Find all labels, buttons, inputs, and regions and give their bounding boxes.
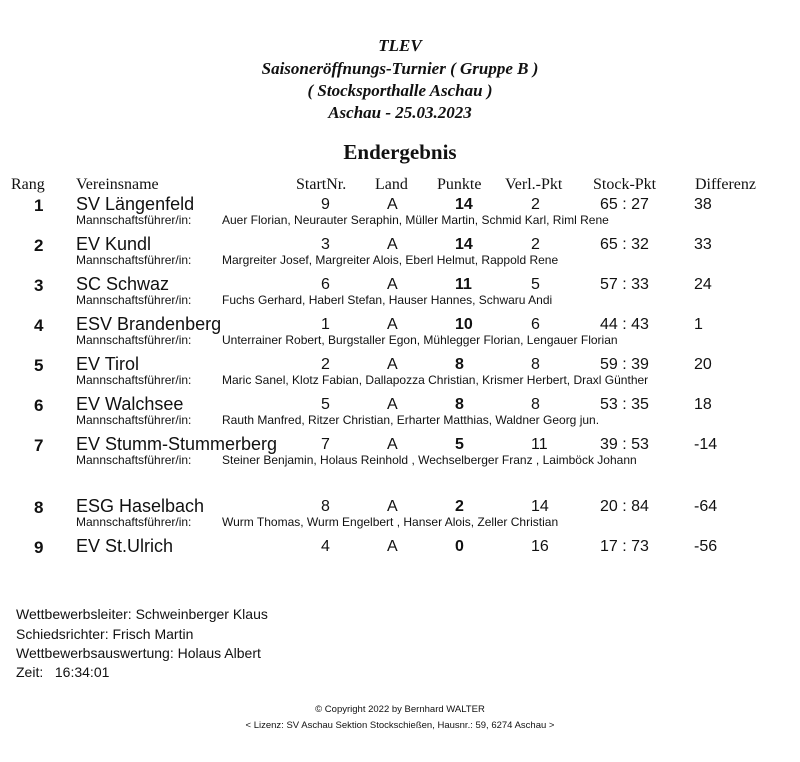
col-land: Land xyxy=(375,176,408,193)
table-row xyxy=(0,196,800,236)
points: 11 xyxy=(455,276,472,293)
col-punkte: Punkte xyxy=(437,176,482,193)
start-number: 1 xyxy=(321,316,330,333)
lost-points: 6 xyxy=(531,316,540,333)
difference: 20 xyxy=(694,356,712,373)
country: A xyxy=(387,276,398,293)
rank: 8 xyxy=(34,498,44,517)
captain-label: Mannschaftsführer/in: xyxy=(76,453,192,467)
points: 8 xyxy=(455,356,464,373)
lost-points: 2 xyxy=(531,236,540,253)
points: 2 xyxy=(455,498,464,515)
difference: 38 xyxy=(694,196,712,213)
team-members: Auer Florian, Neurauter Seraphin, Müller Martin, Schmid Karl, Riml Rene xyxy=(222,213,609,227)
captain-label: Mannschaftsführer/in: xyxy=(76,213,192,227)
captain-label: Mannschaftsführer/in: xyxy=(76,333,192,347)
stock-points: 39 : 53 xyxy=(600,436,649,453)
team-name: SV Längenfeld xyxy=(76,194,195,214)
team-name: SC Schwaz xyxy=(76,274,170,294)
country: A xyxy=(387,436,398,453)
start-number: 3 xyxy=(321,236,330,253)
team-members: Fuchs Gerhard, Haberl Stefan, Hauser Hannes, Schwaru Andi xyxy=(222,293,553,307)
difference: 24 xyxy=(694,276,712,293)
points: 10 xyxy=(455,316,473,333)
rank: 6 xyxy=(34,396,44,415)
rank: 9 xyxy=(34,538,44,557)
table-row xyxy=(0,396,800,436)
start-number: 2 xyxy=(321,356,330,373)
federation-title: TLEV xyxy=(378,36,422,55)
difference: -64 xyxy=(694,498,718,515)
venue-title: ( Stocksporthalle Aschau ) xyxy=(307,81,493,100)
stock-points: 65 : 32 xyxy=(600,236,649,253)
team-name: ESV Brandenberg xyxy=(76,314,222,334)
team-members: Steiner Benjamin, Holaus Reinhold , Wechselberger Franz , Laimböck Johann xyxy=(222,453,637,467)
captain-label: Mannschaftsführer/in: xyxy=(76,515,192,529)
captain-label: Mannschaftsführer/in: xyxy=(76,293,192,307)
lost-points: 5 xyxy=(531,276,540,293)
start-number: 5 xyxy=(321,396,330,413)
result-subtitle: Endergebnis xyxy=(343,140,457,164)
col-differenz: Differenz xyxy=(695,176,756,193)
referee: Schiedsrichter: Frisch Martin xyxy=(16,626,194,642)
lost-points: 16 xyxy=(531,538,549,555)
lost-points: 8 xyxy=(531,356,540,373)
points: 5 xyxy=(455,436,464,453)
team-name: EV Stumm-Stummerberg xyxy=(76,434,278,454)
country: A xyxy=(387,196,398,213)
table-row xyxy=(0,538,800,578)
captain-label: Mannschaftsführer/in: xyxy=(76,253,192,267)
team-name: EV Kundl xyxy=(76,234,152,254)
points: 8 xyxy=(455,396,464,413)
team-members: Rauth Manfred, Ritzer Christian, Erharter Matthias, Waldner Georg jun. xyxy=(222,413,600,427)
start-number: 4 xyxy=(321,538,330,555)
country: A xyxy=(387,316,398,333)
captain-label: Mannschaftsführer/in: xyxy=(76,413,192,427)
table-row xyxy=(0,436,800,476)
table-row xyxy=(0,498,800,538)
start-number: 9 xyxy=(321,196,330,213)
table-row xyxy=(0,356,800,396)
points: 14 xyxy=(455,196,473,213)
captain-label: Mannschaftsführer/in: xyxy=(76,373,192,387)
difference: 33 xyxy=(694,236,712,253)
col-stock-pkt: Stock-Pkt xyxy=(593,176,657,193)
copyright: © Copyright 2022 by Bernhard WALTER xyxy=(315,704,485,715)
team-name: EV Tirol xyxy=(76,354,140,374)
rank: 1 xyxy=(34,196,44,215)
start-number: 8 xyxy=(321,498,330,515)
stock-points: 53 : 35 xyxy=(600,396,649,413)
difference: 18 xyxy=(694,396,712,413)
col-verl-pkt: Verl.-Pkt xyxy=(505,176,563,193)
team-members: Unterrainer Robert, Burgstaller Egon, Mühlegger Florian, Lengauer Florian xyxy=(222,333,618,347)
start-number: 7 xyxy=(321,436,330,453)
rank: 7 xyxy=(34,436,44,455)
stock-points: 59 : 39 xyxy=(600,356,649,373)
team-name: EV Walchsee xyxy=(76,394,184,414)
table-row xyxy=(0,236,800,276)
points: 14 xyxy=(455,236,473,253)
col-startnr: StartNr. xyxy=(296,176,347,193)
col-vereinsname: Vereinsname xyxy=(76,176,159,193)
team-name: EV St.Ulrich xyxy=(76,536,174,556)
stock-points: 44 : 43 xyxy=(600,316,649,333)
start-number: 6 xyxy=(321,276,330,293)
time: Zeit: 16:34:01 xyxy=(16,664,110,680)
country: A xyxy=(387,356,398,373)
difference: 1 xyxy=(694,316,703,333)
country: A xyxy=(387,498,398,515)
points: 0 xyxy=(455,538,464,555)
team-members: Margreiter Josef, Margreiter Alois, Eberl Helmut, Rappold Rene xyxy=(222,253,559,267)
rank: 4 xyxy=(34,316,44,335)
date-title: Aschau - 25.03.2023 xyxy=(328,103,472,122)
tournament-title: Saisoneröffnungs-Turnier ( Gruppe B ) xyxy=(261,59,539,78)
evaluation: Wettbewerbsauswertung: Holaus Albert xyxy=(16,645,261,661)
team-name: ESG Haselbach xyxy=(76,496,205,516)
team-members: Maric Sanel, Klotz Fabian, Dallapozza Christian, Krismer Herbert, Draxl Günther xyxy=(222,373,649,387)
competition-leader: Wettbewerbsleiter: Schweinberger Klaus xyxy=(16,606,268,622)
team-members: Wurm Thomas, Wurm Engelbert , Hanser Alois, Zeller Christian xyxy=(222,515,559,529)
col-rang: Rang xyxy=(11,176,45,193)
country: A xyxy=(387,396,398,413)
difference: -14 xyxy=(694,436,718,453)
stock-points: 20 : 84 xyxy=(600,498,649,515)
stock-points: 65 : 27 xyxy=(600,196,649,213)
country: A xyxy=(387,236,398,253)
rank: 5 xyxy=(34,356,44,375)
license: < Lizenz: SV Aschau Sektion Stockschießen, Hausnr.: 59, 6274 Aschau > xyxy=(245,720,555,731)
rank: 3 xyxy=(34,276,44,295)
lost-points: 11 xyxy=(531,436,548,453)
difference: -56 xyxy=(694,538,718,555)
lost-points: 8 xyxy=(531,396,540,413)
table-row xyxy=(0,316,800,356)
country: A xyxy=(387,538,398,555)
stock-points: 17 : 73 xyxy=(600,538,649,555)
lost-points: 14 xyxy=(531,498,549,515)
lost-points: 2 xyxy=(531,196,540,213)
table-row xyxy=(0,276,800,316)
stock-points: 57 : 33 xyxy=(600,276,649,293)
rank: 2 xyxy=(34,236,44,255)
